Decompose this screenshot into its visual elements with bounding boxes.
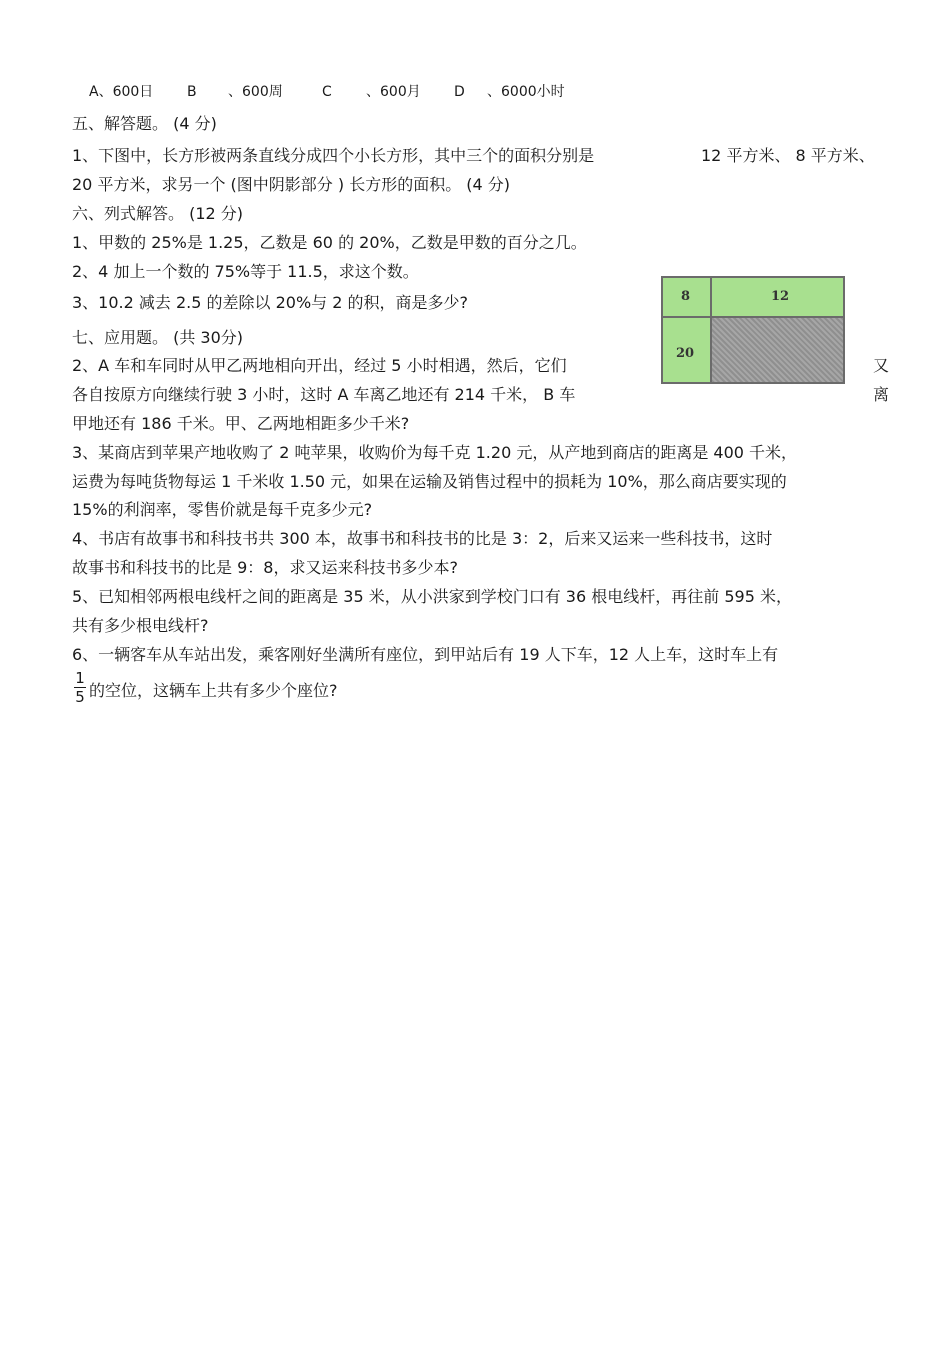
section7-q3-line1: 3、某商店到苹果产地收购了 2 吨苹果，收购价为每千克 1.20 元，从产地到商店的距离是 400 千米， [72, 443, 798, 462]
option-a: A、600日 [89, 84, 154, 100]
figure-horizontal-line [663, 316, 843, 318]
section5-q1-line2: 20 平方米，求另一个 (图中阴影部分 ) 长方形的面积。 (4 分) [72, 175, 511, 194]
fraction-numerator: 1 [75, 669, 85, 687]
shaded-rectangle [712, 318, 843, 382]
option-c-letter: C [322, 84, 332, 100]
section5-q1-line1: 1、下图中，长方形被两条直线分成四个小长方形，其中三个的面积分别是 [72, 146, 595, 165]
section5-q1-line1-end: 12 平方米、 8 平方米、 [701, 146, 875, 165]
figure-vertical-line [710, 278, 712, 382]
section7-q3-line2: 运费为每吨货物每运 1 千米收 1.50 元，如果在运输及销售过程中的损耗为 10%，那么商店要实现的 [72, 472, 787, 491]
section7-q5-line2: 共有多少根电线杆? [72, 616, 209, 635]
area-label-top-left: 8 [681, 289, 691, 304]
section5-heading: 五、解答题。 (4 分) [72, 114, 217, 133]
section7-q3-line3: 15%的利润率，零售价就是每千克多少元? [72, 500, 373, 519]
section6-heading: 六、列式解答。 (12 分) [72, 204, 244, 223]
fraction-one-fifth [74, 670, 86, 705]
option-d-letter: D [454, 84, 465, 100]
section7-q5-line1: 5、已知相邻两根电线杆之间的距离是 35 米，从小洪家到学校门口有 36 根电线杆，再往前 595 米， [72, 587, 792, 606]
area-label-bottom-left: 20 [676, 346, 695, 361]
section7-q2-line1-end: 又 [873, 356, 890, 375]
section7-q4-line1: 4、书店有故事书和科技书共 300 本，故事书和科技书的比是 3：2，后来又运来一些科技书，这时 [72, 529, 773, 548]
section7-q2-line2-end: 离 [873, 385, 890, 404]
option-c: 、600月 [366, 84, 421, 100]
area-label-top-right: 12 [771, 289, 790, 304]
section7-q2-line3: 甲地还有 186 千米。甲、乙两地相距多少千米? [72, 414, 410, 433]
section6-q1: 1、甲数的 25%是 1.25，乙数是 60 的 20%，乙数是甲数的百分之几。 [72, 233, 587, 252]
section7-q2-line1: 2、A 车和车同时从甲乙两地相向开出，经过 5 小时相遇，然后，它们 [72, 356, 567, 375]
option-d: 、6000小时 [487, 84, 565, 100]
section7-heading: 七、应用题。 (共 30分) [72, 328, 244, 347]
section7-q6-line2: 的空位，这辆车上共有多少个座位? [89, 681, 338, 700]
option-b-letter: B [187, 84, 197, 100]
fraction-denominator: 5 [75, 688, 85, 706]
option-b: 、600周 [228, 84, 283, 100]
section6-q3: 3、10.2 减去 2.5 的差除以 20%与 2 的积，商是多少? [72, 293, 469, 312]
section7-q4-line2: 故事书和科技书的比是 9：8，求又运来科技书多少本? [72, 558, 458, 577]
section6-q2: 2、4 加上一个数的 75%等于 11.5，求这个数。 [72, 262, 419, 281]
rectangle-figure [661, 276, 845, 384]
section7-q6-line1: 6、一辆客车从车站出发，乘客刚好坐满所有座位，到甲站后有 19 人下车，12 人上车，这时车上有 [72, 645, 779, 664]
section7-q2-line2: 各自按原方向继续行驶 3 小时，这时 A 车离乙地还有 214 千米， B 车 [72, 385, 576, 404]
